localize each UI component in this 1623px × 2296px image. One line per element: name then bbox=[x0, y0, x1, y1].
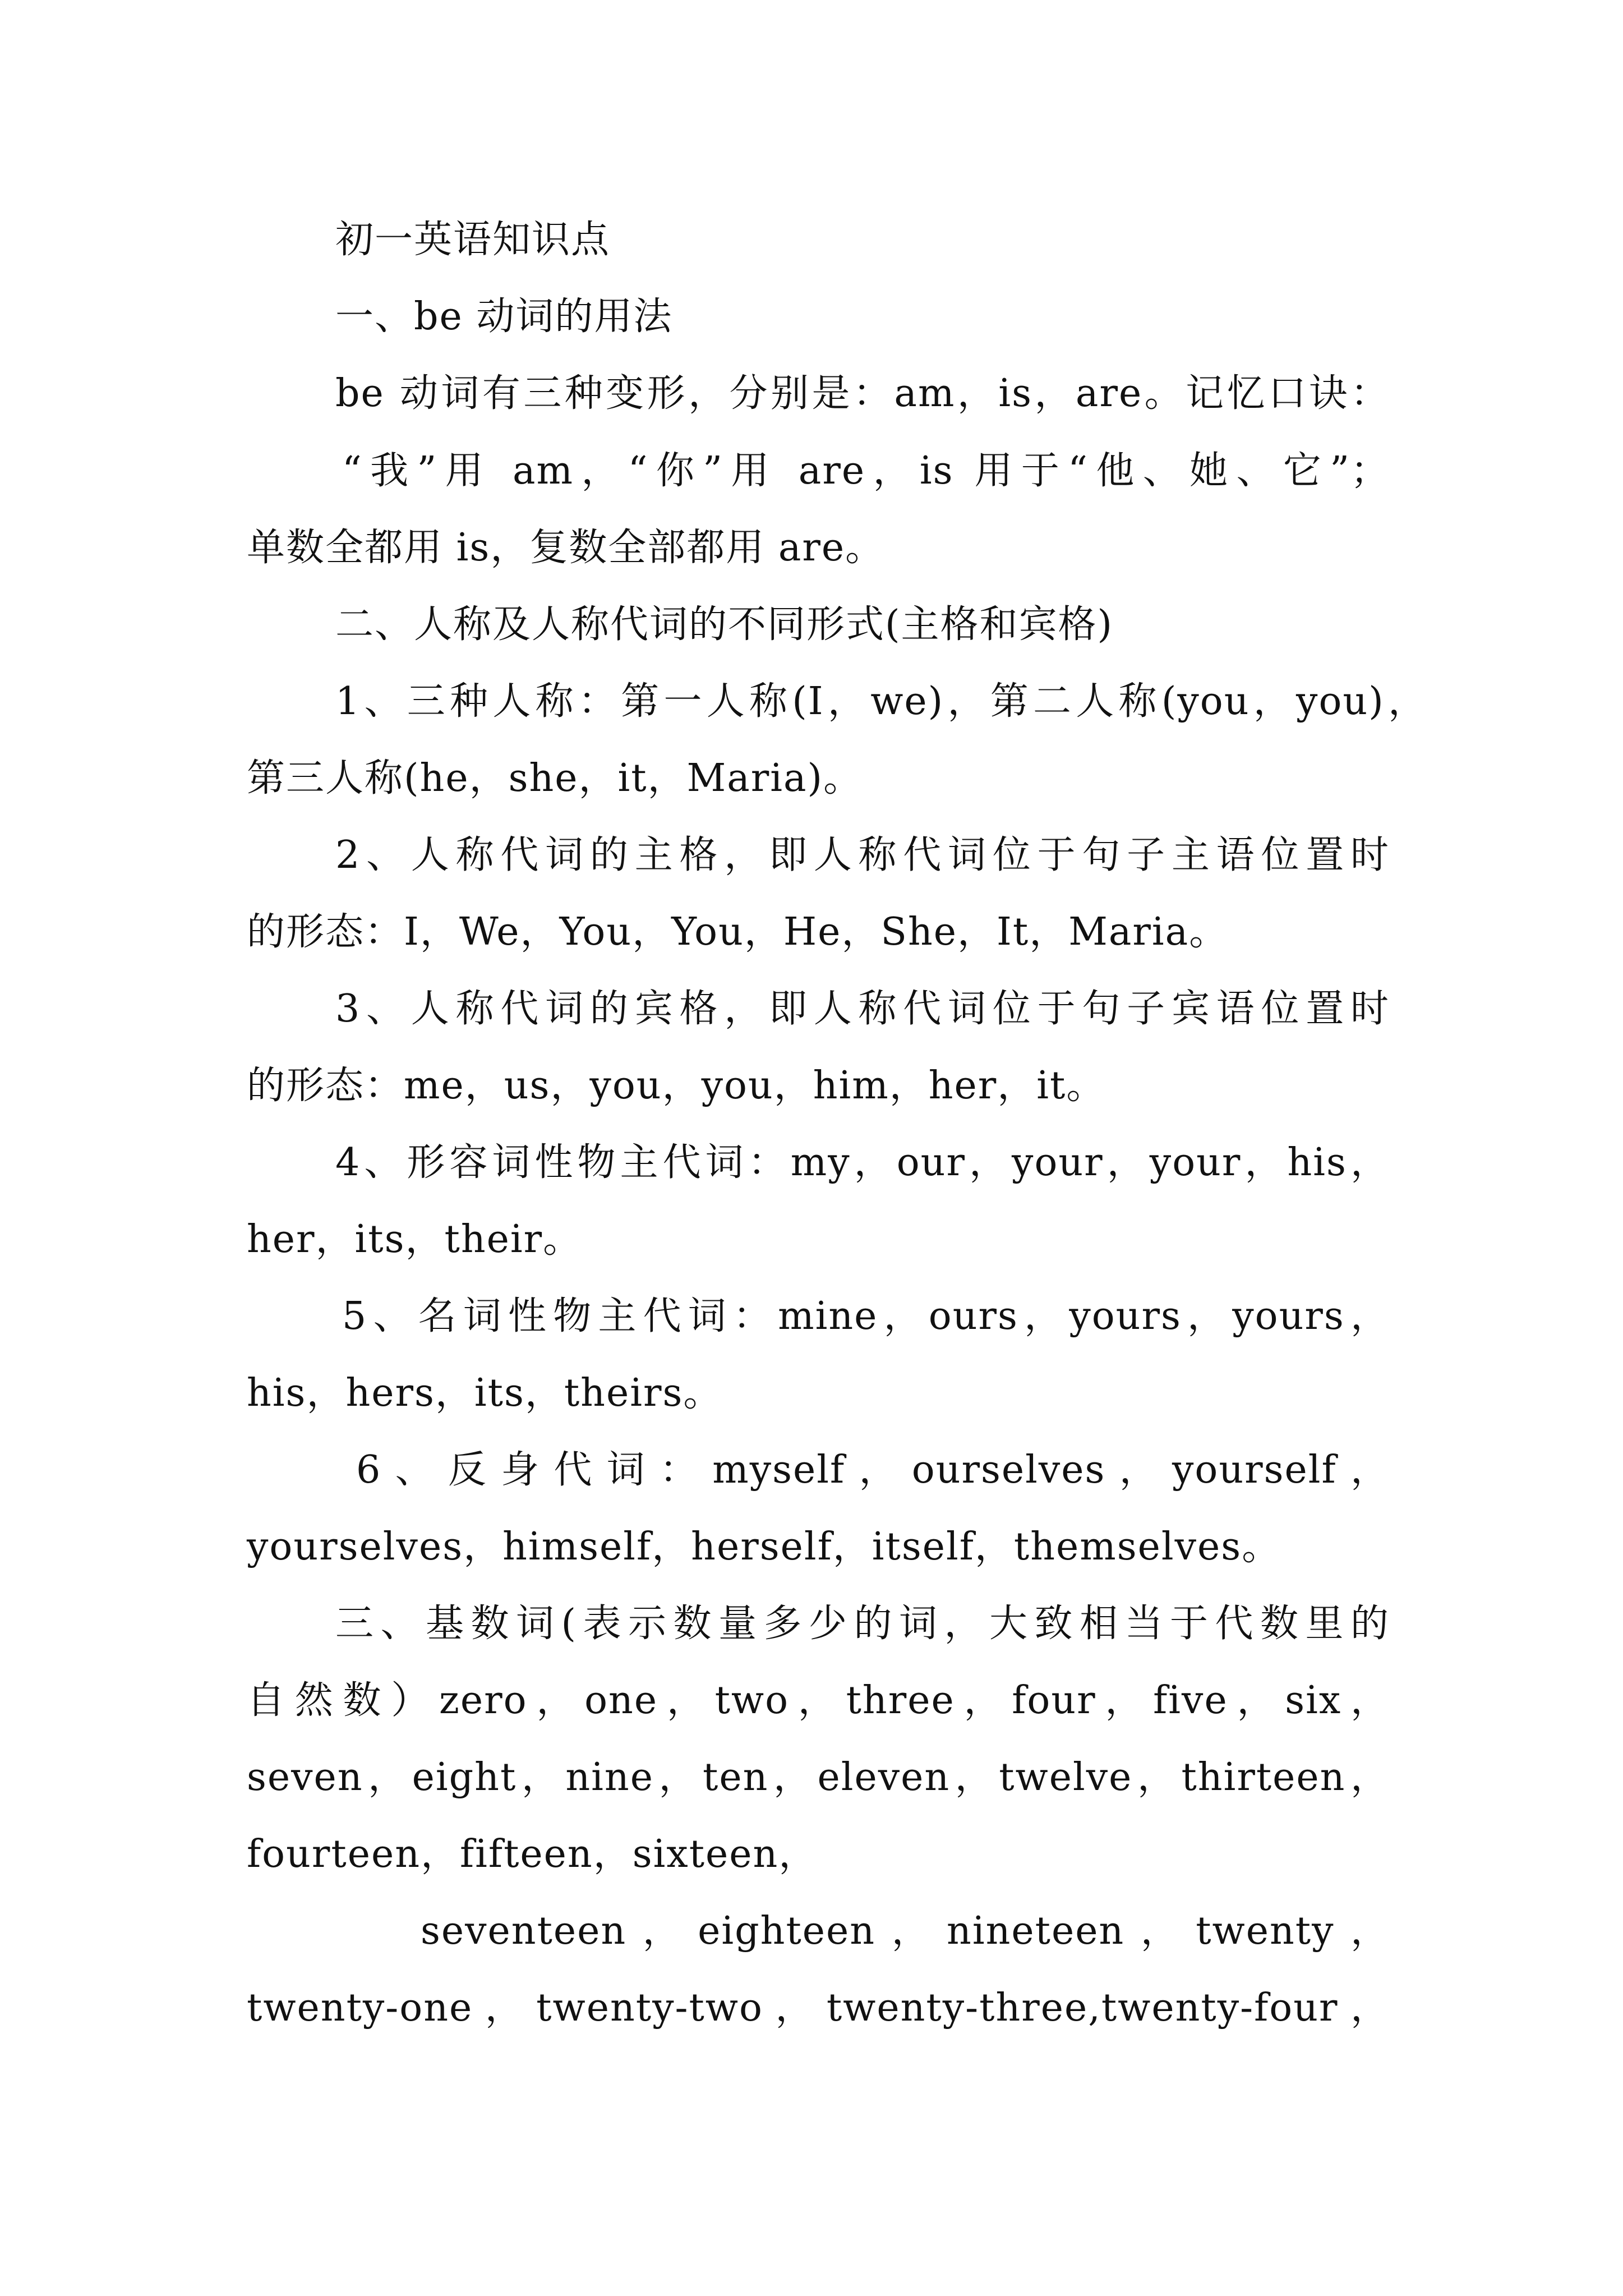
paragraph-line: 2、人称代词的主格，即人称代词位于句子主语位置时 bbox=[335, 833, 1390, 877]
paragraph-line: his，hers，its，theirs。 bbox=[247, 1371, 723, 1415]
paragraph-line: 1、三种人称：第一人称(I，we)，第二人称(you，you)， bbox=[335, 679, 1427, 724]
paragraph-line: seven，eight，nine，ten，eleven，twelve，thirteen， bbox=[247, 1755, 1390, 1800]
paragraph-line: 自然数）zero，one，two，three，four，five，six， bbox=[247, 1678, 1390, 1723]
paragraph-line: 的形态：me，us，you，you，him，her，it。 bbox=[247, 1064, 1106, 1108]
document-title: 初一英语知识点 bbox=[335, 218, 611, 262]
section-heading-be-verb: 一、be 动词的用法 bbox=[335, 295, 673, 339]
paragraph-line: yourselves，himself，herself，itself，themselves。 bbox=[247, 1525, 1281, 1569]
paragraph-line: twenty-one，twenty-two，twenty-three,twenty-four， bbox=[247, 1986, 1390, 2030]
paragraph-line: be 动词有三种变形，分别是：am，is，are。记忆口诀： bbox=[335, 371, 1390, 416]
paragraph-line: 3、人称代词的宾格，即人称代词位于句子宾语位置时 bbox=[335, 987, 1390, 1031]
section-heading-pronouns: 二、人称及人称代词的不同形式(主格和宾格) bbox=[335, 602, 1114, 647]
paragraph-line: 第三人称(he，she，it，Maria)。 bbox=[247, 756, 863, 800]
paragraph-line: her，its，their。 bbox=[247, 1217, 583, 1262]
section-heading-cardinal-numbers: 三、基数词(表示数量多少的词，大致相当于代数里的 bbox=[335, 1602, 1390, 1646]
paragraph-line: 6、反身代词：myself，ourselves，yourself， bbox=[356, 1448, 1390, 1492]
paragraph-line: 单数全都用 is，复数全部都用 are。 bbox=[247, 526, 885, 570]
paragraph-line: 5、名词性物主代词：mine，ours，yours，yours， bbox=[342, 1294, 1390, 1338]
paragraph-line: 的形态：I，We，You，You，He，She，It，Maria。 bbox=[247, 910, 1229, 954]
paragraph-line: seventeen，eighteen，nineteen，twenty， bbox=[421, 1909, 1390, 1953]
paragraph-line: fourteen，fifteen，sixteen， bbox=[247, 1832, 818, 1876]
paragraph-line: “我”用 am，“你”用 are，is 用于“他、她、它”； bbox=[342, 449, 1390, 493]
paragraph-line: 4、形容词性物主代词：my，our，your，your，his， bbox=[335, 1140, 1390, 1185]
